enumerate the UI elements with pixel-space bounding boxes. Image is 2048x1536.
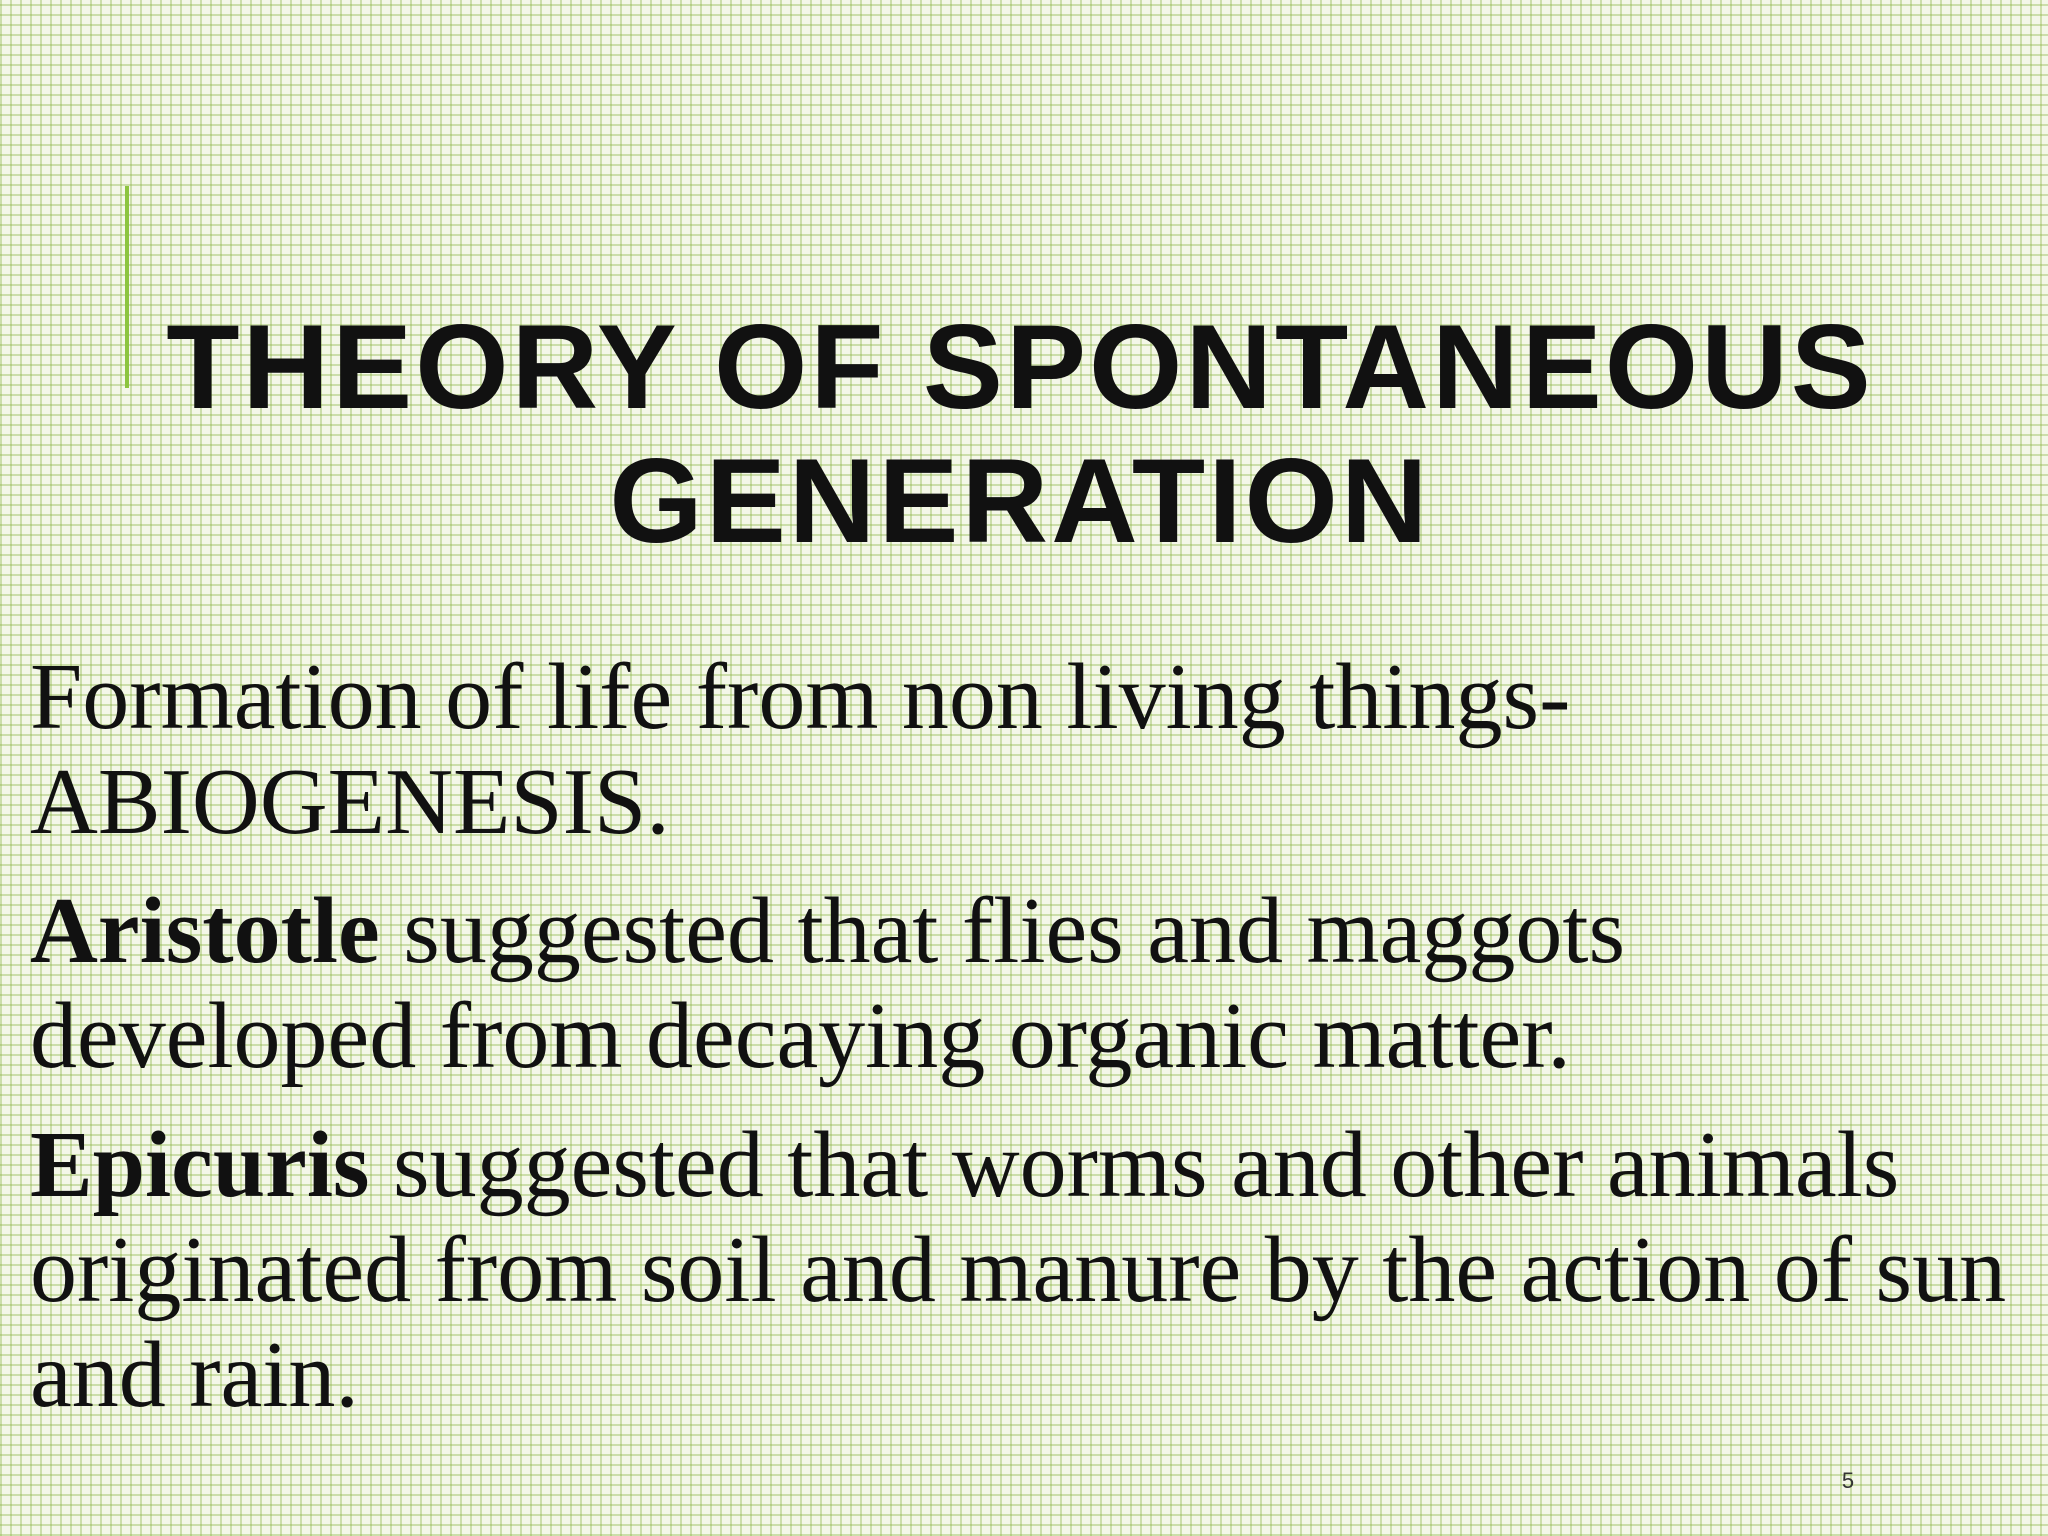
slide-title: THEORY OF SPONTANEOUS GENERATION — [166, 300, 1874, 568]
slide-body — [30, 645, 2020, 1428]
epicuris-name: Epicuris — [30, 1113, 370, 1217]
aristotle-name: Aristotle — [30, 879, 380, 983]
paragraph-abiogenesis-text: Formation of life from non living things- ABIOGENESIS. — [30, 645, 1571, 854]
title-accent-bar — [125, 186, 129, 388]
paragraph-epicuris — [30, 1113, 2020, 1428]
paragraph-aristotle-text: suggested that flies and maggots developed from decaying organic matter. — [30, 879, 1626, 1088]
paragraph-epicuris-text: suggested that worms and other animals originated from soil and manure by the action of sun and rain. — [30, 1113, 2007, 1427]
paragraph-aristotle — [30, 879, 2020, 1089]
paragraph-abiogenesis — [30, 645, 2020, 855]
slide-number: 5 — [1841, 1468, 1855, 1493]
